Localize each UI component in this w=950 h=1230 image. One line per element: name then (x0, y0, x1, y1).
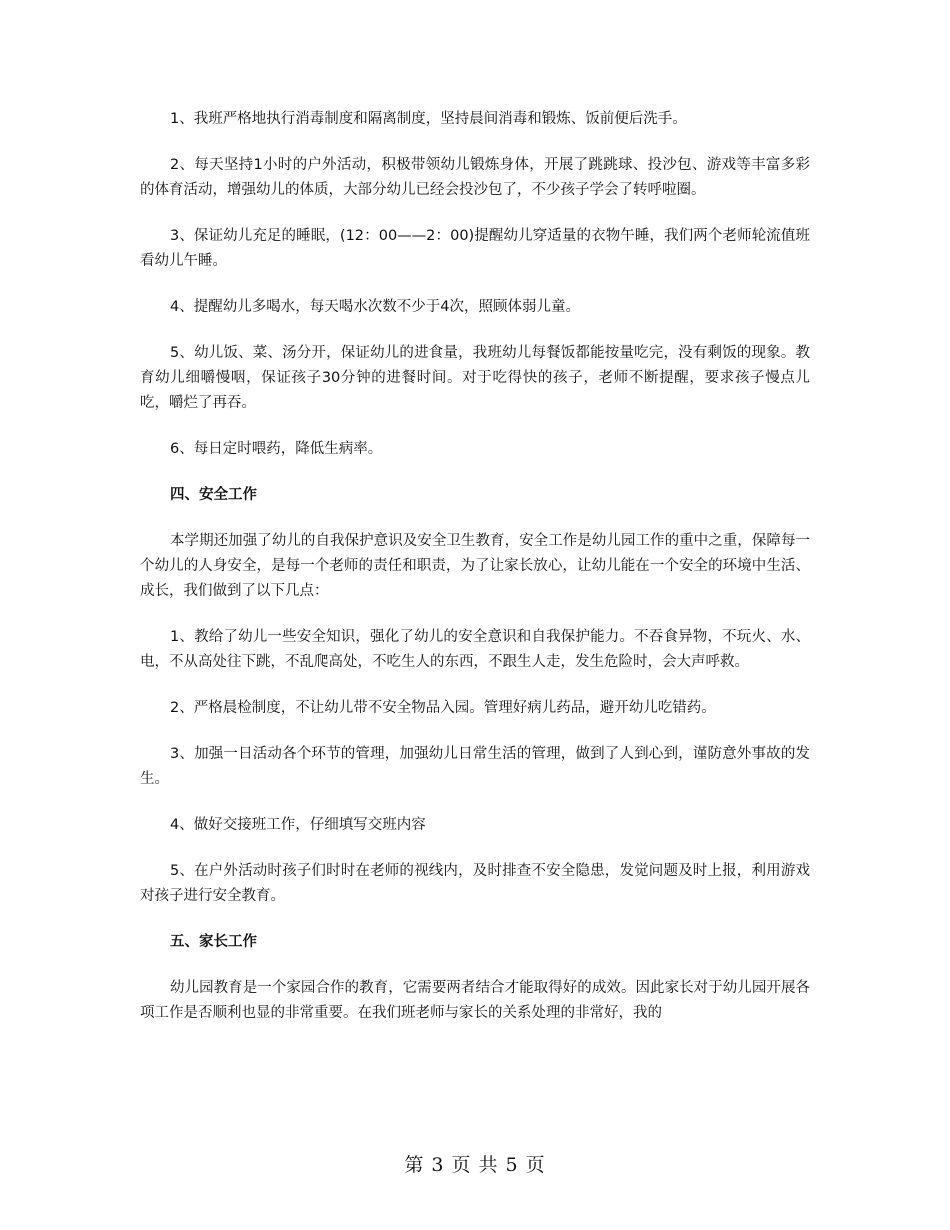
section-heading-parents: 五、家长工作 (170, 934, 257, 950)
paragraph-drinking-water: 4、提醒幼儿多喝水，每天喝水次数不少于4次，照顾体弱儿童。 (170, 299, 580, 315)
paragraph-morning-check: 2、严格晨检制度，不让幼儿带不安全物品入园。管理好病儿药品，避开幼儿吃错药。 (170, 700, 716, 716)
paragraph-disinfection: 1、我班严格地执行消毒制度和隔离制度，坚持晨间消毒和锻炼、饭前便后洗手。 (170, 111, 687, 127)
paragraph-meals: 5、幼儿饭、菜、汤分开，保证幼儿的进食量，我班幼儿每餐饭都能按量吃完，没有剩饭的现象。教育幼儿细嚼慢咽，保证孩子30分钟的进餐时间。对于吃得快的孩子，老师不断提醒，要求孩子慢点儿吃，嚼烂了再吞。 (140, 345, 810, 411)
paragraph-sleep: 3、保证幼儿充足的睡眠，(12：00——2：00)提醒幼儿穿适量的衣物午睡，我们两个老师轮流值班看幼儿午睡。 (140, 228, 810, 269)
paragraph-safety-knowledge: 1、教给了幼儿一些安全知识，强化了幼儿的安全意识和自我保护能力。不吞食异物，不玩火、水、电，不从高处往下跳，不乱爬高处，不吃生人的东西，不跟生人走，发生危险时，会大声呼救。 (140, 629, 810, 670)
page-number-footer: 第 3 页 共 5 页 (404, 1154, 546, 1176)
paragraph-shift-handover: 4、做好交接班工作，仔细填写交班内容 (170, 817, 426, 833)
paragraph-outdoor-activity: 2、每天坚持1小时的户外活动，积极带领幼儿锻炼身体，开展了跳跳球、投沙包、游戏等丰富多彩的体育活动，增强幼儿的体质，大部分幼儿已经会投沙包了，不少孩子学会了转呼啦圈。 (140, 157, 810, 198)
paragraph-medicine: 6、每日定时喂药，降低生病率。 (170, 441, 383, 457)
paragraph-parents-intro: 幼儿园教育是一个家园合作的教育，它需要两者结合才能取得好的成效。因此家长对于幼儿园开展各项工作是否顺利也显的非常重要。在我们班老师与家长的关系处理的非常好，我的 (140, 980, 810, 1021)
paragraph-safety-intro: 本学期还加强了幼儿的自我保护意识及安全卫生教育，安全工作是幼儿园工作的重中之重，保障每一个幼儿的人身安全，是每一个老师的责任和职责，为了让家长放心，让幼儿能在一个安全的环境中生活、成长，我们做到了以下几点： (140, 533, 810, 599)
document-body (140, 107, 810, 1047)
section-heading-safety: 四、安全工作 (170, 487, 257, 503)
paragraph-daily-management: 3、加强一日活动各个环节的管理，加强幼儿日常生活的管理，做到了人到心到，谨防意外事故的发生。 (140, 746, 810, 787)
paragraph-outdoor-safety: 5、在户外活动时孩子们时时在老师的视线内，及时排查不安全隐患，发觉问题及时上报，利用游戏对孩子进行安全教育。 (140, 863, 810, 904)
